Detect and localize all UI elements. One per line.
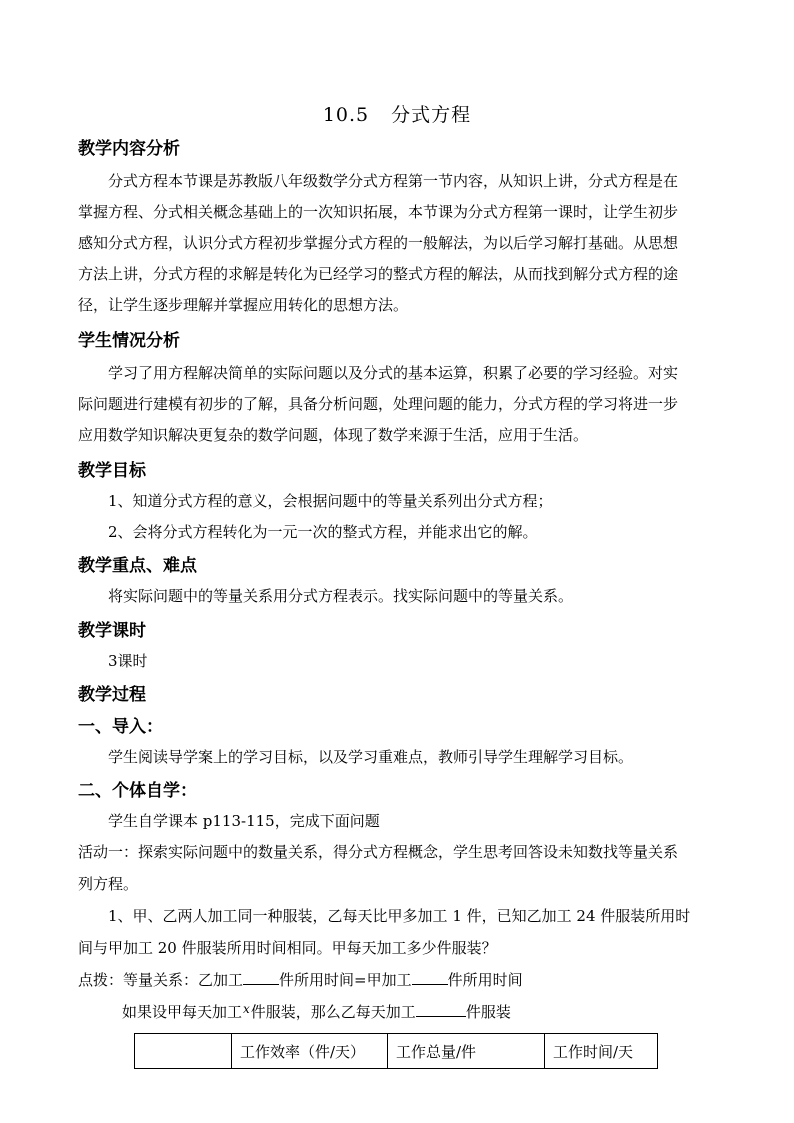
work-table <box>134 1033 658 1069</box>
goal-item: 1、知道分式方程的意义，会根据问题中的等量关系列出分式方程； <box>108 492 553 510</box>
table-header-cell: 工作总量/件 <box>388 1034 545 1069</box>
activity-line: 列方程。 <box>78 875 139 893</box>
paragraph-line: 际问题进行建模有初步的了解，具备分析问题，处理问题的能力，分式方程的学习将进一步 <box>78 395 679 413</box>
paragraph-line: 应用数学知识解决更复杂的数学问题，体现了数学来源于生活，应用于生活。 <box>78 426 589 444</box>
paragraph-line: 感知分式方程，认识分式方程初步掌握分式方程的一般解法，为以后学习解打基础。从思想 <box>78 234 679 252</box>
paragraph-line: 分式方程本节课是苏教版八年级数学分式方程第一节内容，从知识上讲，分式方程是在 <box>108 172 679 190</box>
title-text: 分式方程 <box>391 104 472 126</box>
table-header-cell <box>135 1034 232 1069</box>
assume-text-2: 件服装，那么乙每天加工 <box>250 1003 416 1021</box>
blank-field[interactable] <box>412 970 448 985</box>
hint-text-2: 件所用时间=甲加工 <box>279 971 412 989</box>
heading-hours: 教学课时 <box>78 621 146 641</box>
paragraph-line: 掌握方程、分式相关概念基础上的一次知识拓展，本节课为分式方程第一课时，让学生初步 <box>78 203 679 221</box>
assume-text-1: 如果设甲每天加工 <box>122 1003 243 1021</box>
paragraph-line: 方法上讲，分式方程的求解是转化为已经学习的整式方程的解法，从而找到解分式方程的途 <box>78 265 679 283</box>
activity-line: 活动一：探索实际问题中的数量关系，得分式方程概念，学生思考回答设未知数找等量关系 <box>78 843 679 861</box>
hint-text-1: 等量关系：乙加工 <box>123 971 244 989</box>
heading-key-points: 教学重点、难点 <box>78 556 197 576</box>
table-header-cell: 工作效率（件/天） <box>232 1034 388 1069</box>
intro-text: 学生阅读导学案上的学习目标，以及学习重难点，教师引导学生理解学习目标。 <box>108 748 634 766</box>
hint-line <box>78 969 523 990</box>
self-study-text: 学生自学课本 p113-115，完成下面问题 <box>108 812 380 830</box>
heading-self-study: 二、个体自学： <box>78 781 197 801</box>
problem-line: 1、甲、乙两人加工同一种服装，乙每天比甲多加工 1 件，已知乙加工 24 件服装所用时 <box>108 907 691 925</box>
variable-x: x <box>243 1002 250 1016</box>
assume-text-3: 件服装 <box>465 1003 511 1021</box>
goal-item: 2、会将分式方程转化为一元一次的整式方程，并能求出它的解。 <box>108 523 538 541</box>
problem-line: 间与甲加工 20 件服装所用时间相同。甲每天加工多少件服装？ <box>78 939 497 957</box>
paragraph-line: 学习了用方程解决简单的实际问题以及分式的基本运算，积累了必要的学习经验。对实 <box>108 364 679 382</box>
heading-intro: 一、导入： <box>78 717 163 737</box>
key-points-text: 将实际问题中的等量关系用分式方程表示。找实际问题中的等量关系。 <box>108 587 574 605</box>
hint-text-3: 件所用时间 <box>447 971 523 989</box>
heading-content-analysis: 教学内容分析 <box>78 139 180 159</box>
title-number: 10.5 <box>322 104 370 126</box>
hours-text: 3课时 <box>108 652 148 670</box>
paragraph-line: 径，让学生逐步理解并掌握应用转化的思想方法。 <box>78 296 409 314</box>
heading-process: 教学过程 <box>78 685 146 705</box>
table-header-cell: 工作时间/天 <box>545 1034 658 1069</box>
assume-line <box>122 1001 511 1022</box>
blank-field[interactable] <box>243 970 279 985</box>
heading-goals: 教学目标 <box>78 461 146 481</box>
page-title <box>0 100 794 127</box>
blank-field[interactable] <box>416 1002 466 1017</box>
table-header-row <box>135 1034 658 1069</box>
hint-label: 点拨： <box>78 971 124 989</box>
heading-student-analysis: 学生情况分析 <box>78 331 180 351</box>
